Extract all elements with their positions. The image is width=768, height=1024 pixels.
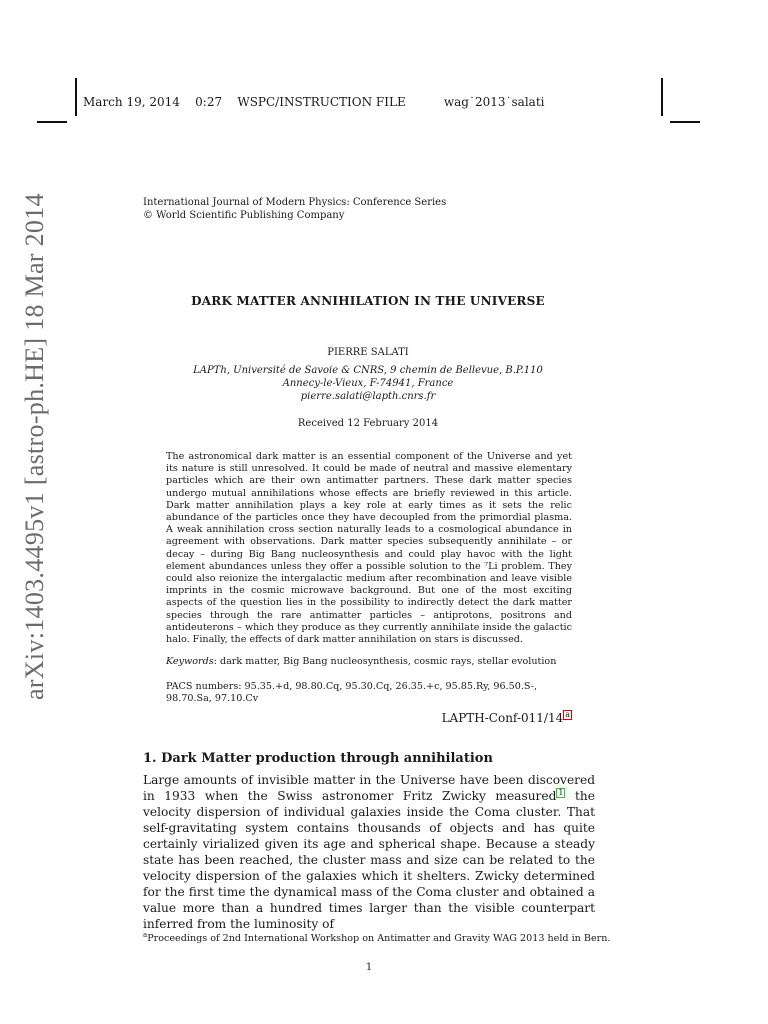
preprint-number — [400, 710, 572, 725]
journal-name: International Journal of Modern Physics: Conference Series — [143, 197, 447, 208]
section-title: Dark Matter production through annihilation — [161, 751, 493, 766]
affiliation — [143, 364, 593, 403]
running-head-date: March 19, 2014 — [83, 95, 180, 109]
section-heading — [143, 751, 493, 766]
pacs-numbers: PACS numbers: 95.35.+d, 98.80.Cq, 95.30.Cq, 26.35.+c, 95.85.Ry, 96.50.S-, 98.70.Sa, 97.10.Cv — [166, 681, 538, 705]
running-head-time: 0:27 — [195, 95, 223, 109]
running-head-file-type: WSPC/INSTRUCTION FILE — [237, 95, 406, 109]
preprint-number-text: LAPTH-Conf-011/14 — [441, 711, 564, 725]
crop-mark-right-vertical — [661, 78, 663, 116]
footnote — [143, 931, 610, 944]
section-number: 1. — [143, 751, 157, 766]
affiliation-line-1: LAPTh, Université de Savoie & CNRS, 9 chemin de Bellevue, B.P.110 — [193, 365, 543, 376]
footnote-mark: a — [143, 931, 148, 939]
citation-link[interactable]: 1 — [558, 788, 564, 797]
received-date: Received 12 February 2014 — [297, 418, 439, 429]
author-email[interactable]: pierre.salati@lapth.cnrs.fr — [300, 391, 436, 402]
journal-copyright: © World Scientific Publishing Company — [143, 210, 345, 221]
keywords-label: Keywords — [166, 656, 214, 667]
author-name: PIERRE SALATI — [327, 347, 409, 358]
body-text-part-1: Large amounts of invisible matter in the Universe have been discovered in 1933 when the Swiss astronomer Fritz Zwicky measured — [143, 773, 595, 804]
body-paragraph — [143, 772, 595, 932]
paper-title: DARK MATTER ANNIHILATION IN THE UNIVERSE — [191, 294, 545, 308]
footnote-text: Proceedings of 2nd International Workshop on Antimatter and Gravity WAG 2013 held in Bern. — [147, 933, 611, 945]
keywords — [166, 656, 572, 667]
footnote-link[interactable]: a — [565, 710, 570, 719]
body-text-part-2: the velocity dispersion of individual galaxies inside the Coma cluster. That self-gravitating system contains thousands of objects and has quite certainly virialized given its age and spherical shape. Because a steady state has been reached, the cluster mass and size can be related to the velocity dispersion of the galaxies which it shelters. Zwicky determined for the first time the dynamical mass of the Coma cluster and obtained a value more than a hundred times larger than the visible counterpart inferred from the luminosity of — [143, 789, 595, 932]
journal-info — [143, 196, 446, 222]
abstract: The astronomical dark matter is an essential component of the Universe and yet its nature is still unresolved. It could be made of neutral and massive elementary particles which are their own antimatter partners. These dark matter species undergo mutual annihilations whose effects are briefly reviewed in this article. Dark matter annihilation plays a key role at early times as it sets the relic abundance of the particles once they have decoupled from the primordial plasma. A weak annihilation cross section naturally leads to a cosmological abundance in agreement with observations. Dark matter species subsequently annihilate – or decay – during Big Bang nucleosynthesis and could play havoc with the light element abundances unless they offer a possible solution to the ⁷Li problem. They could also reionize the intergalactic medium after recombination and leave visible imprints in the cosmic microwave background. But one of the most exciting aspects of the question lies in the possibility to indirectly detect the dark matter species through the rare antimatter particles – antiprotons, positrons and antideuterons – which they produce as they currently annihilate inside the galactic halo. Finally, the effects of dark matter annihilation on stars is discussed. — [166, 451, 572, 646]
running-head-file-name: wag˙2013˙salati — [443, 95, 545, 109]
page-number: 1 — [365, 962, 373, 973]
affiliation-line-2: Annecy-le-Vieux, F-74941, France — [282, 378, 454, 389]
crop-mark-left-vertical — [75, 78, 77, 116]
crop-mark-right-horizontal — [670, 121, 700, 123]
keywords-text: : dark matter, Big Bang nucleosynthesis, cosmic rays, stellar evolution — [213, 656, 557, 667]
running-head — [83, 95, 545, 109]
arxiv-stamp[interactable]: arXiv:1403.4495v1 [astro-ph.HE] 18 Mar 2014 — [20, 193, 49, 700]
